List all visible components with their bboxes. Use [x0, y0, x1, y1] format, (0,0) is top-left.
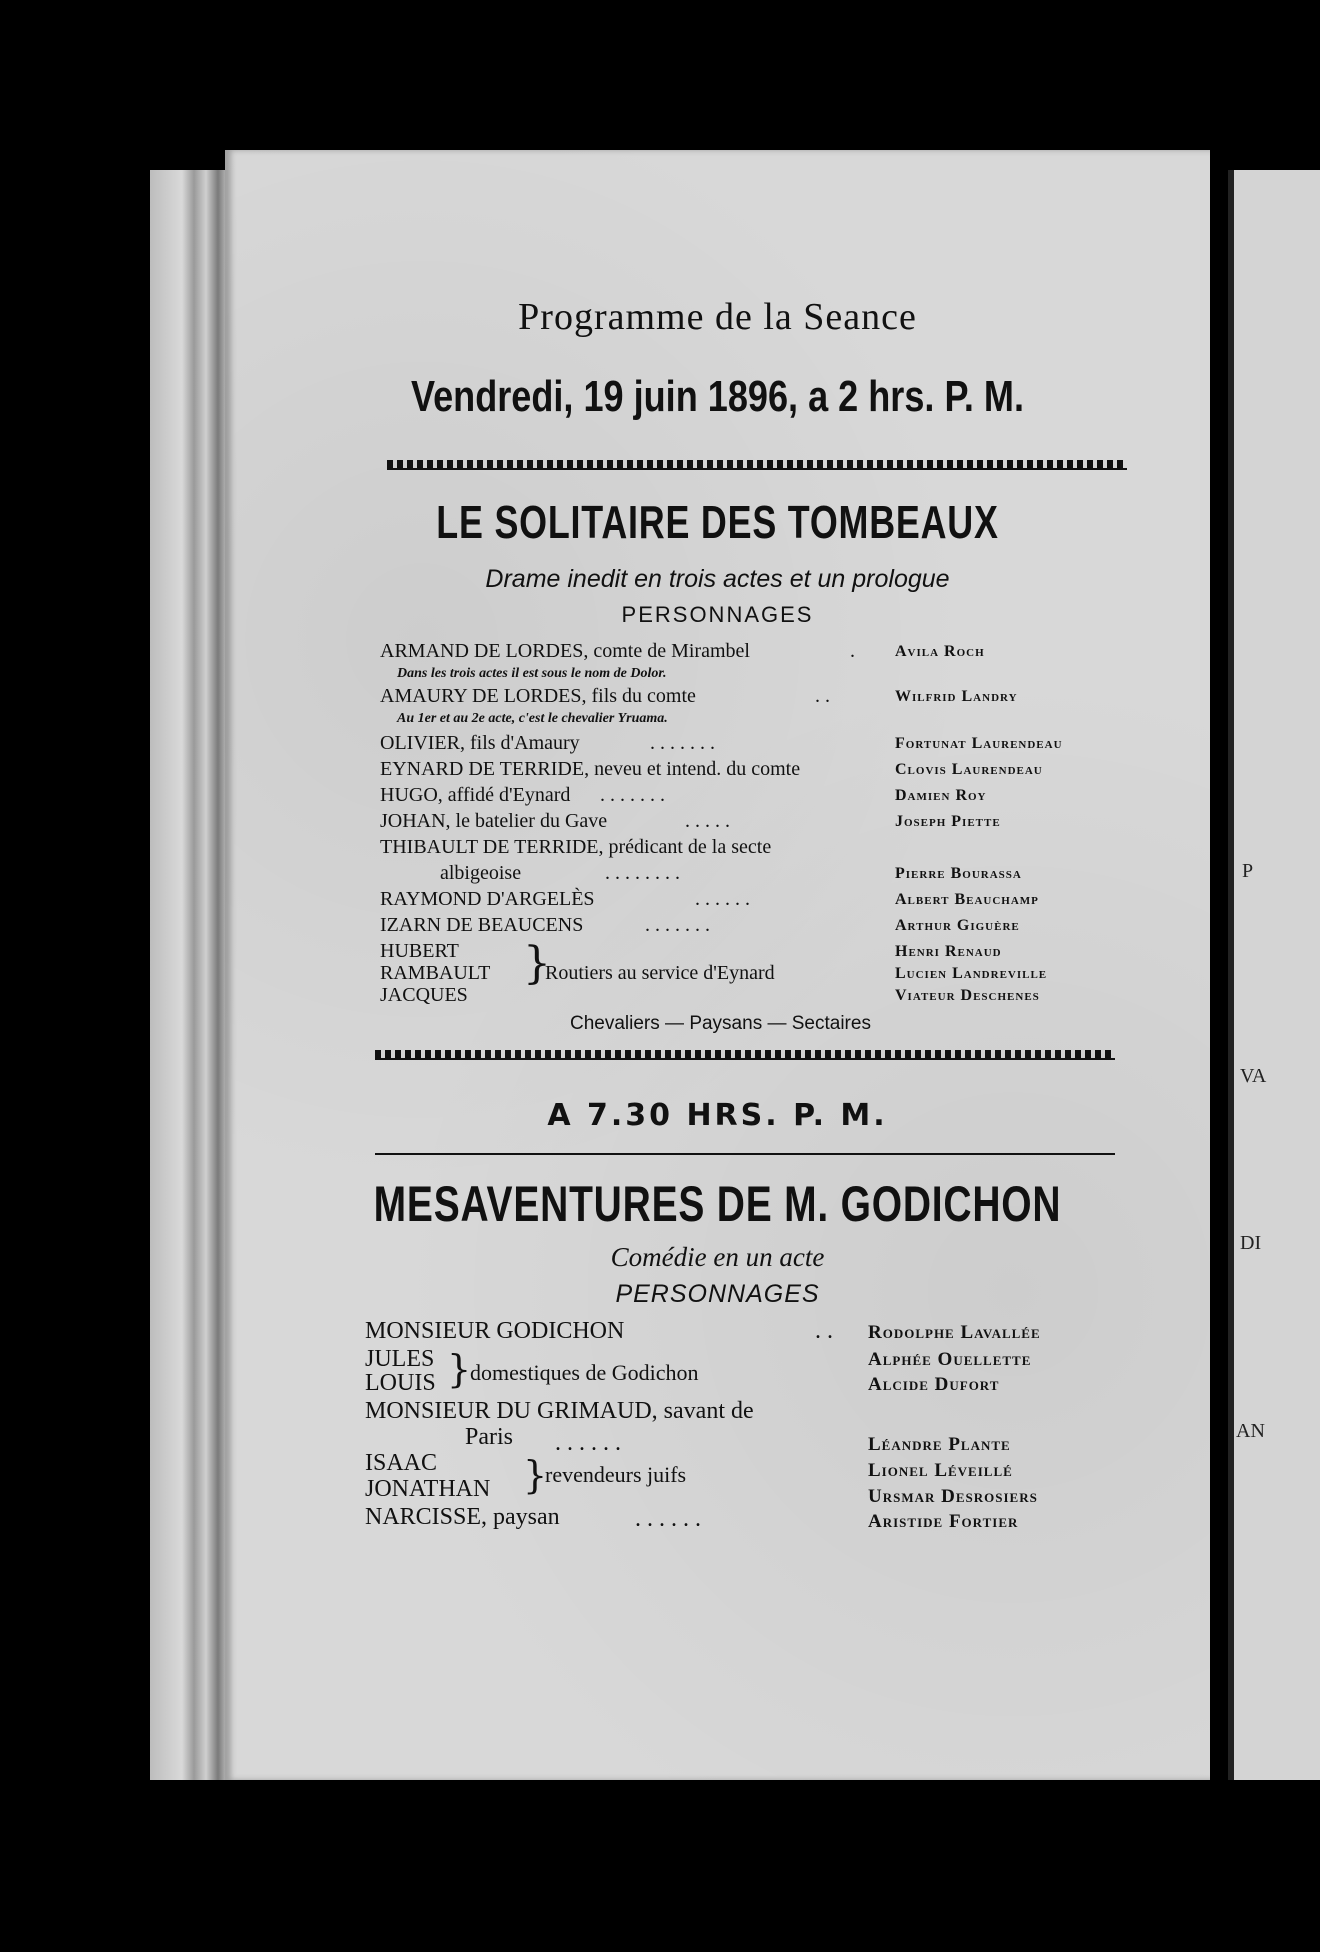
- cast-note: Au 1er et au 2e acte, c'est le chevalier Yruama.: [397, 711, 668, 726]
- cast-dots: . . . . . . .: [600, 784, 665, 806]
- facing-page-fragment: VA: [1240, 1065, 1267, 1087]
- brace: }: [447, 1347, 472, 1391]
- facing-page-fragment: AN: [1236, 1420, 1265, 1442]
- cast-actor: Aristide Fortier: [868, 1511, 1019, 1532]
- routier-name: RAMBAULT: [380, 962, 491, 984]
- routier-name: JACQUES: [380, 984, 468, 1006]
- play2-title: MESAVENTURES DE M. GODICHON: [373, 1176, 1062, 1232]
- cast-actor: Lucien Landreville: [895, 965, 1048, 982]
- programme-page: [225, 150, 1210, 1780]
- brace: }: [523, 938, 551, 989]
- domestique-name: LOUIS: [365, 1370, 436, 1396]
- routier-name: HUBERT: [380, 940, 459, 962]
- cast-role: RAYMOND D'ARGELÈS: [380, 888, 595, 910]
- cast-dots: . . . . . .: [695, 888, 750, 910]
- cast-actor: Alcide Dufort: [868, 1374, 1000, 1395]
- cast-actor: Henri Renaud: [895, 943, 1002, 960]
- cast-actor: Pierre Bourassa: [895, 865, 1022, 882]
- facing-page-fragment: DI: [1240, 1232, 1262, 1254]
- domestiques-description: domestiques de Godichon: [470, 1360, 699, 1385]
- revendeurs-description: revendeurs juifs: [545, 1462, 687, 1487]
- cast-role: NARCISSE, paysan: [365, 1504, 560, 1530]
- cast-role: AMAURY DE LORDES, fils du comte: [380, 685, 696, 707]
- cast-actor: Albert Beauchamp: [895, 891, 1039, 908]
- cast-dots: . . . . . . .: [650, 732, 715, 754]
- cast-role: MONSIEUR DU GRIMAUD, savant de: [365, 1398, 754, 1424]
- cast-dots: . . . . . . . .: [605, 862, 680, 884]
- cast-role: OLIVIER, fils d'Amaury: [380, 732, 580, 754]
- cast-dots: . . . . . . .: [645, 914, 710, 936]
- cast-role: albigeoise: [440, 862, 522, 884]
- cast-actor: Alphée Ouellette: [868, 1349, 1032, 1370]
- cast-role: ARMAND DE LORDES, comte de Mirambel: [380, 640, 750, 662]
- programme-date: Vendredi, 19 juin 1896, a 2 hrs. P. M.: [411, 372, 1024, 421]
- cast-role: JOHAN, le batelier du Gave: [380, 810, 608, 832]
- play2-subtitle: Comédie en un acte: [610, 1242, 825, 1272]
- cast-actor: Léandre Plante: [868, 1434, 1011, 1455]
- revendeur-name: JONATHAN: [365, 1476, 491, 1502]
- facing-page-fragment: P: [1242, 860, 1254, 882]
- cast-actor: Lionel Léveillé: [868, 1460, 1013, 1481]
- cast-actor: Wilfrid Landry: [895, 688, 1018, 705]
- play1-subtitle: Drame inedit en trois actes et un prologue: [485, 565, 950, 593]
- cast-role: HUGO, affidé d'Eynard: [380, 784, 571, 806]
- cast-role-cont: Paris: [465, 1424, 513, 1450]
- horizontal-rule: [375, 1153, 1115, 1155]
- cast-actor: Damien Roy: [895, 787, 987, 804]
- cast-actor: Avila Roch: [895, 643, 985, 660]
- play1-title: LE SOLITAIRE DES TOMBEAUX: [436, 496, 999, 548]
- cast-actor: Viateur Deschenes: [895, 987, 1040, 1004]
- programme-title: Programme de la Seance: [518, 296, 917, 338]
- domestique-name: JULES: [365, 1346, 435, 1372]
- cast-dots: . . . . . .: [555, 1430, 621, 1456]
- cast-dots: . .: [815, 1318, 833, 1344]
- cast-actor: Rodolphe Lavallée: [868, 1322, 1041, 1343]
- cast-role: EYNARD DE TERRIDE, neveu et intend. du comte: [380, 758, 801, 780]
- play1-cast-heading: PERSONNAGES: [621, 602, 814, 627]
- evening-time: A 7.30 HRS. P. M.: [547, 1098, 888, 1133]
- cast-role: MONSIEUR GODICHON: [365, 1318, 625, 1344]
- cast-actor: Clovis Laurendeau: [895, 761, 1043, 778]
- cast-actor: Ursmar Desrosiers: [868, 1486, 1038, 1507]
- wavy-divider: [375, 1050, 1115, 1060]
- cast-role: THIBAULT DE TERRIDE, prédicant de la secte: [380, 836, 772, 858]
- routiers-description: Routiers au service d'Eynard: [545, 962, 775, 984]
- cast-dots: . . . . . .: [635, 1506, 701, 1532]
- brace: }: [523, 1453, 548, 1497]
- wavy-divider: [387, 460, 1127, 470]
- cast-actor: Arthur Giguère: [895, 917, 1020, 934]
- cast-actor: Fortunat Laurendeau: [895, 735, 1063, 752]
- cast-note: Dans les trois actes il est sous le nom de Dolor.: [397, 666, 667, 681]
- cast-dots: . . . . .: [685, 810, 730, 832]
- revendeur-name: ISAAC: [365, 1450, 438, 1476]
- cast-dots: . .: [815, 685, 830, 707]
- cast-actor: Joseph Piette: [895, 813, 1001, 830]
- cast-role: IZARN DE BEAUCENS: [380, 914, 584, 936]
- play2-cast-heading: PERSONNAGES: [615, 1280, 820, 1308]
- cast-dots: .: [850, 640, 855, 662]
- book-spine-edge: [150, 170, 230, 1780]
- play1-extras: Chevaliers — Paysans — Sectaires: [570, 1013, 871, 1034]
- facing-page: [1228, 170, 1320, 1780]
